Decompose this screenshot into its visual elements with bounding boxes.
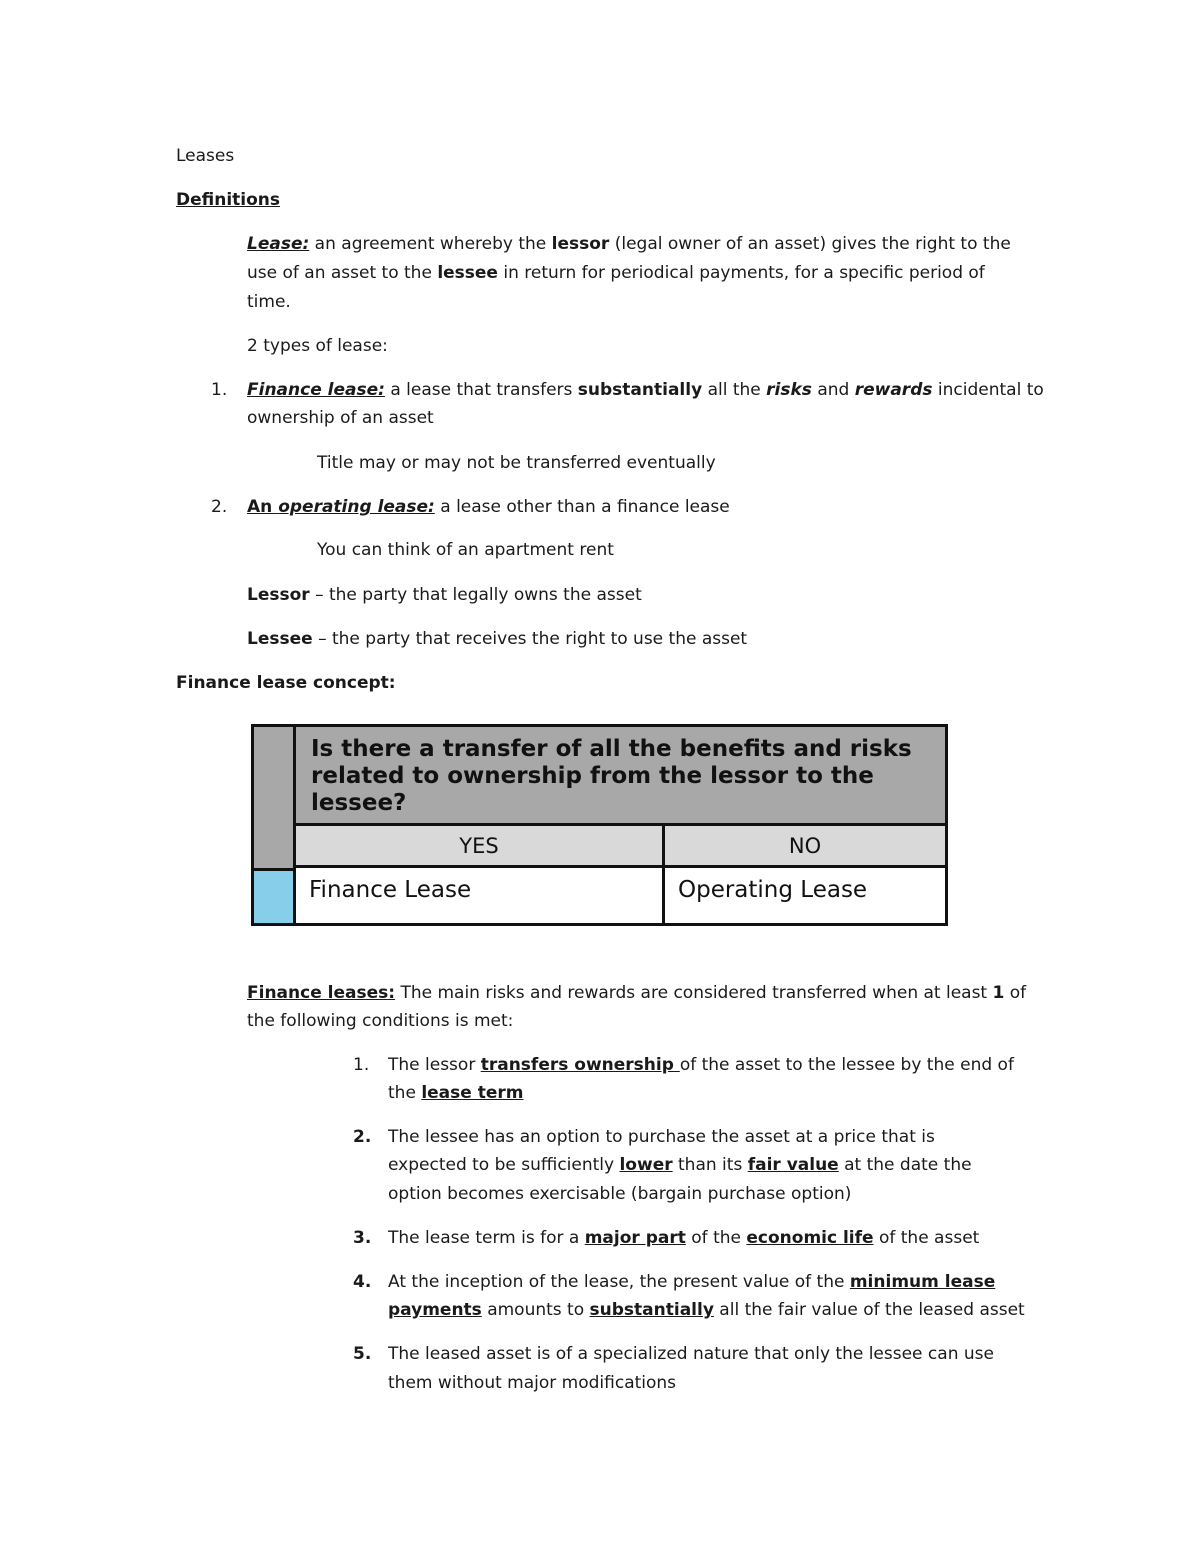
operating-lease-definition: An operating lease: a lease other than a finance lease (247, 497, 730, 517)
list-number: 1. (211, 380, 228, 400)
list-number: 2. (353, 1127, 372, 1147)
condition-4-line1: At the inception of the lease, the present value of the minimum lease (388, 1272, 996, 1292)
question-cell: Is there a transfer of all the benefits and risks related to ownership from the lessor to the lessee? (296, 727, 945, 826)
lessee-definition: Lessee – the party that receives the right to use the asset (247, 629, 748, 649)
list-number: 2. (211, 497, 228, 517)
conditions-intro-line1: Finance leases: The main risks and rewards are considered transferred when at least 1 of (247, 983, 1027, 1003)
list-number: 5. (353, 1344, 372, 1364)
lessor-definition: Lessor – the party that legally owns the asset (247, 585, 642, 605)
operating-lease-cell: Operating Lease (678, 877, 868, 903)
condition-2-line1: The lessee has an option to purchase the asset at a price that is (388, 1127, 935, 1147)
condition-3: The lease term is for a major part of the economic life of the asset (388, 1228, 980, 1248)
lease-definition-line3: time. (247, 292, 291, 312)
lease-definition-line2: use of an asset to the lessee in return for periodical payments, for a specific period of (247, 263, 985, 283)
table-accent-cell (254, 868, 296, 923)
page-title: Leases (176, 146, 235, 166)
condition-1-line2: the lease term (388, 1083, 524, 1103)
condition-1-line1: The lessor transfers ownership of the asset to the lessee by the end of (388, 1055, 1014, 1075)
list-number: 1. (353, 1055, 370, 1075)
yes-header: YES (296, 826, 665, 868)
concept-heading: Finance lease concept: (176, 673, 396, 693)
apartment-note: You can think of an apartment rent (317, 540, 614, 560)
title-transfer-note: Title may or may not be transferred eventually (317, 453, 716, 473)
lease-definition-line1: Lease: an agreement whereby the lessor (legal owner of an asset) gives the right to the (247, 234, 1011, 254)
types-of-lease: 2 types of lease: (247, 336, 388, 356)
finance-lease-definition-line1: Finance lease: a lease that transfers substantially all the risks and rewards incidental to (247, 380, 1044, 400)
finance-lease-definition-line2: ownership of an asset (247, 408, 434, 428)
list-number: 3. (353, 1228, 372, 1248)
finance-lease-cell: Finance Lease (296, 868, 665, 923)
finance-lease-concept-table (251, 724, 948, 926)
no-header: NO (665, 826, 945, 868)
condition-4-line2: payments amounts to substantially all the fair value of the leased asset (388, 1300, 1025, 1320)
condition-2-line2: expected to be sufficiently lower than its fair value at the date the (388, 1155, 972, 1175)
condition-2-line3: option becomes exercisable (bargain purchase option) (388, 1184, 852, 1204)
condition-5-line1: The leased asset is of a specialized nature that only the lessee can use (388, 1344, 994, 1364)
conditions-intro-line2: the following conditions is met: (247, 1011, 514, 1031)
list-number: 4. (353, 1272, 372, 1292)
condition-5-line2: them without major modifications (388, 1373, 677, 1393)
table-side-header (254, 727, 296, 868)
definitions-heading: Definitions (176, 190, 281, 210)
